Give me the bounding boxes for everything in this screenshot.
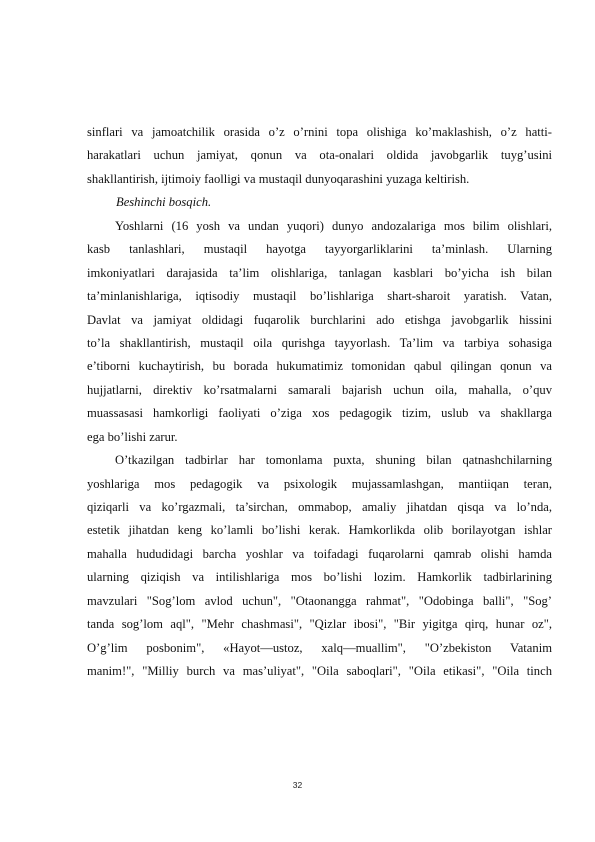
text-line: Davlat va jamiyat oldidagi fuqarolik burchlarini ado etishga javobgarlik hissini [87, 312, 552, 327]
text-line: muassasasi hamkorligi faoliyati o’ziga xos pedagogik tizim, uslub va shakllarga [87, 406, 552, 421]
text-line: estetik jihatdan keng ko’lamli bo’lishi kerak. Hamkorlikda olib borilayotgan ishlar [87, 523, 552, 538]
text-line: tanda sog’lom aql", "Mehr chashmasi", "Qizlar ibosi", "Bir yigitga qirq, hunar oz", [87, 617, 552, 632]
text-line: manim!", "Milliy burch va mas’uliyat", "Oila saboqlari", "Oila etikasi", "Oila tinch [87, 664, 552, 679]
text-line: mahalla hududidagi barcha yoshlar va toifadagi fuqarolarni qamrab olishi hamda [87, 546, 552, 561]
text-line: ega bo’lishi zarur. [87, 429, 178, 444]
text-line: O’g’lim posbonim", «Hayot—ustoz, xalq—muallim", "O’zbekiston Vatanim [87, 640, 552, 655]
text-line: ta’minlanishlariga, iqtisodiy mustaqil bo’lishlariga shart-sharoit yaratish. Vatan, [87, 289, 552, 304]
text-line: harakatlari uchun jamiyat, qonun va ota-onalari oldida javobgarlik tuyg’usini [87, 148, 552, 163]
text-line: qiziqarli va ko’rgazmali, ta’sirchan, ommabop, amaliy jihatdan qisqa va lo’nda, [87, 500, 552, 514]
text-line: Yoshlarni (16 yosh va undan yuqori) dunyo andozalariga mos bilim olishlari, [115, 218, 552, 233]
text-line: mavzulari "Sog’lom avlod uchun", "Otaonangga rahmat", "Odobinga balli", "Sog’ [87, 593, 552, 608]
body-text [87, 121, 552, 684]
text-line: yoshlariga mos pedagogik va psixologik mujassamlashgan, mantiiqan teran, [87, 476, 552, 491]
text-line: kasb tanlashlari, mustaqil hayotga tayyorgarliklarini ta’minlash. Ularning [87, 242, 552, 257]
text-line: to’la shakllantirish, mustaqil oila qurishga tayyorlash. Ta’lim va tarbiya sohasiga [87, 335, 552, 350]
text-line: sinflari va jamoatchilik orasida o’z o’rnini topa olishiga ko’maklashish, o’z hatti- [87, 125, 552, 139]
text-line: O’tkazilgan tadbirlar har tomonlama puxta, shuning bilan qatnashchilarning [115, 453, 552, 468]
text-line: e’tiborni kuchaytirish, bu borada hukumatimiz tomonidan qabul qilingan qonun va [87, 359, 552, 374]
page-number: 32 [292, 780, 303, 790]
text-line: hujjatlarni, direktiv ko’rsatmalarni samarali bajarish uchun oila, mahalla, o’quv [87, 382, 552, 397]
text-line: imkoniyatlari darajasida ta’lim olishlariga, tanlagan kasblari bo’yicha ish bilan [87, 265, 552, 280]
text-line: ularning qiziqish va intilishlariga mos bo’lishi lozim. Hamkorlik tadbirlarining [87, 570, 552, 585]
section-heading: Beshinchi bosqich. [116, 195, 212, 210]
text-line: shakllantirish, ijtimoiy faolligi va mustaqil dunyoqarashini yuzaga keltirish. [87, 171, 470, 186]
